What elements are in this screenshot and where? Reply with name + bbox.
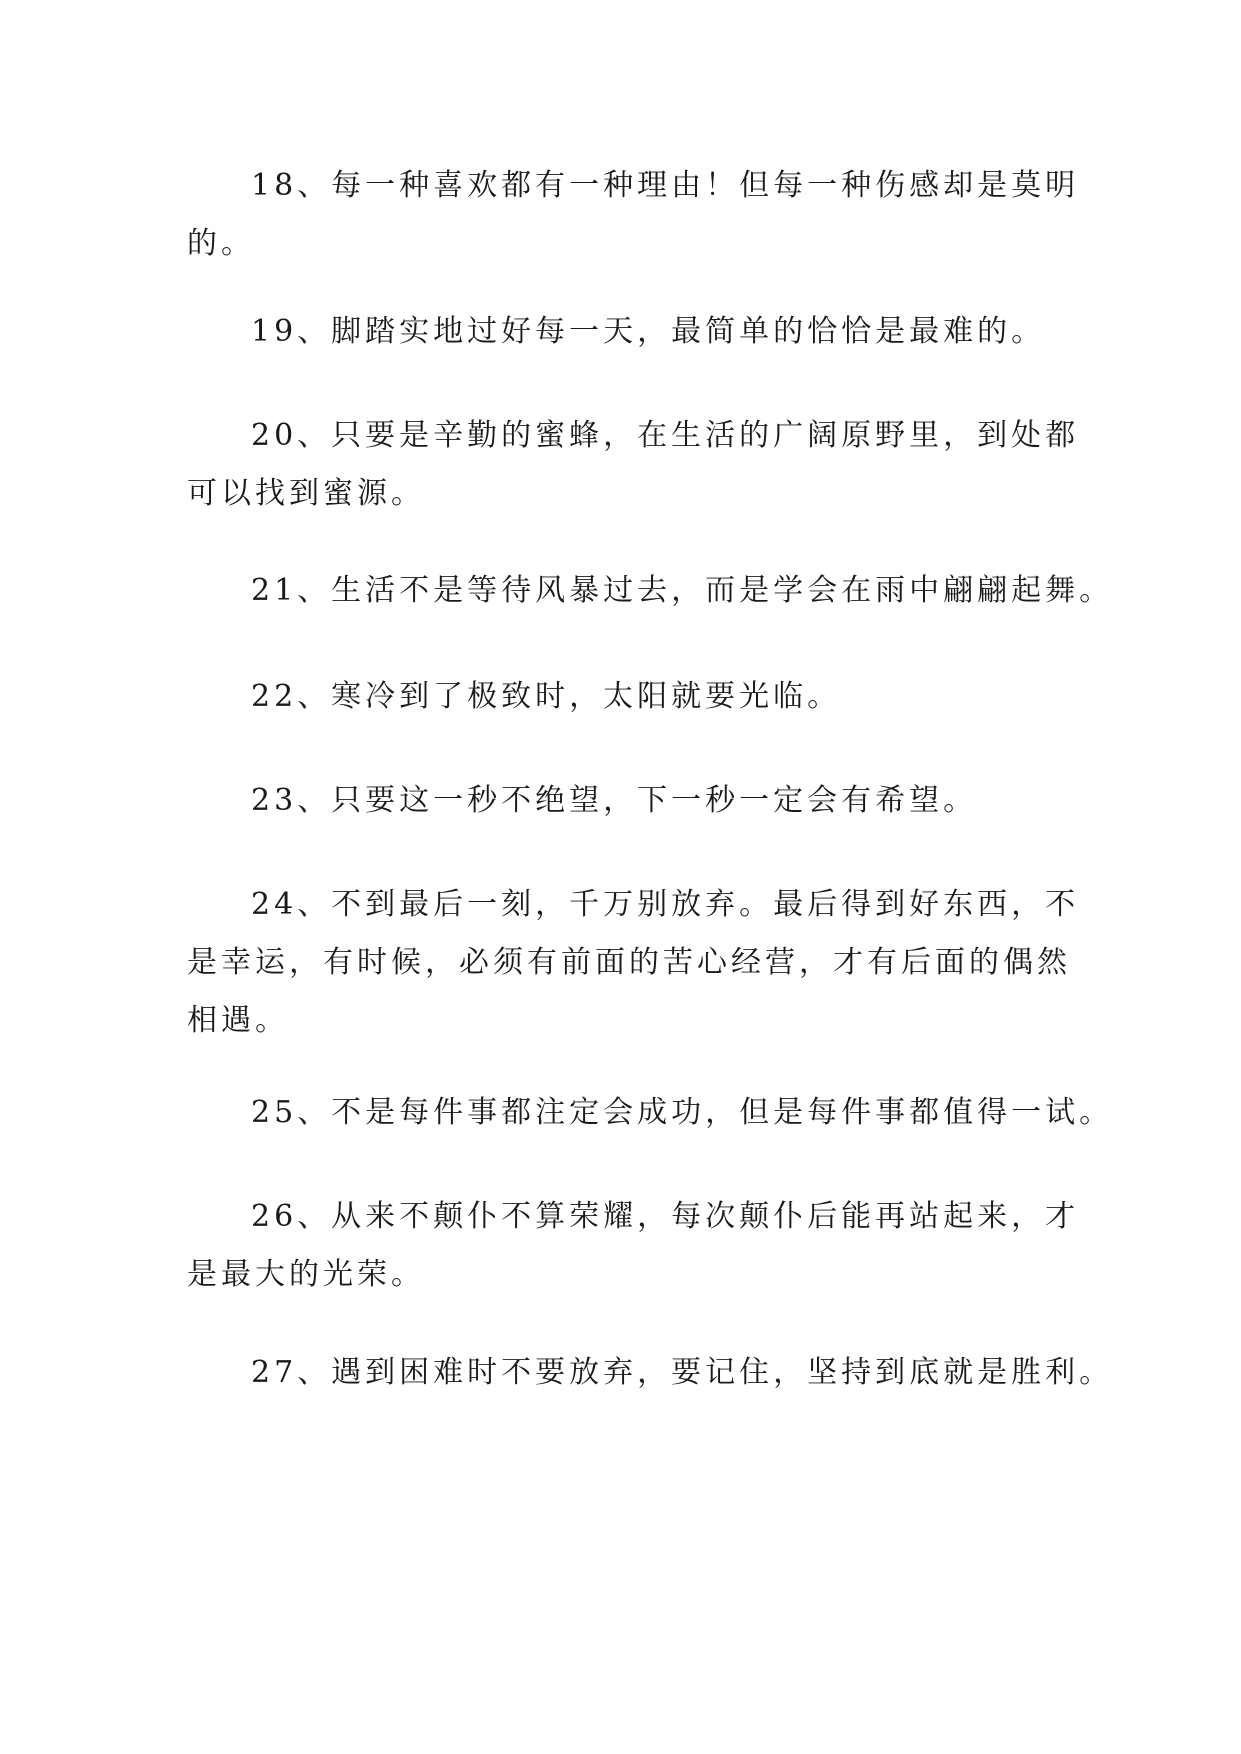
paragraph-line: 25、不是每件事都注定会成功，但是每件事都值得一试。: [251, 1095, 1114, 1130]
paragraph-line: 是幸运，有时候，必须有前面的苦心经营，才有后面的偶然: [187, 945, 1071, 980]
paragraph-25: [187, 1084, 1114, 1142]
paragraph-26: [187, 1188, 1080, 1304]
paragraph-line: 24、不到最后一刻，千万别放弃。最后得到好东西，不: [251, 887, 1080, 922]
paragraph-line: 是最大的光荣。: [187, 1257, 425, 1292]
paragraph-23: [187, 772, 1057, 830]
paragraph-line: 18、每一种喜欢都有一种理由！但每一种伤感却是莫明: [251, 168, 1080, 203]
paragraph-line: 19、脚踏实地过好每一天，最简单的恰恰是最难的。: [251, 314, 1046, 349]
paragraph-21: [187, 562, 1114, 620]
paragraph-line: 22、寒冷到了极致时，太阳就要光临。: [251, 679, 842, 714]
paragraph-line: 可以找到蜜源。: [187, 476, 425, 511]
paragraph-line: 27、遇到困难时不要放弃，要记住，坚持到底就是胜利。: [251, 1355, 1114, 1390]
paragraph-22: [187, 668, 1057, 726]
paragraph-20: [187, 407, 1080, 523]
paragraph-24: [187, 876, 1080, 1050]
paragraph-line: 23、只要这一秒不绝望，下一秒一定会有希望。: [251, 783, 978, 818]
paragraph-line: 21、生活不是等待风暴过去，而是学会在雨中翩翩起舞。: [251, 573, 1114, 608]
paragraph-27: [187, 1344, 1114, 1402]
paragraph-line: 相遇。: [187, 1003, 289, 1038]
paragraph-line: 26、从来不颠仆不算荣耀，每次颠仆后能再站起来，才: [251, 1199, 1080, 1234]
paragraph-18: [187, 157, 1080, 273]
paragraph-line: 的。: [187, 226, 255, 261]
paragraph-19: [187, 303, 1057, 361]
paragraph-line: 20、只要是辛勤的蜜蜂，在生活的广阔原野里，到处都: [251, 418, 1080, 453]
